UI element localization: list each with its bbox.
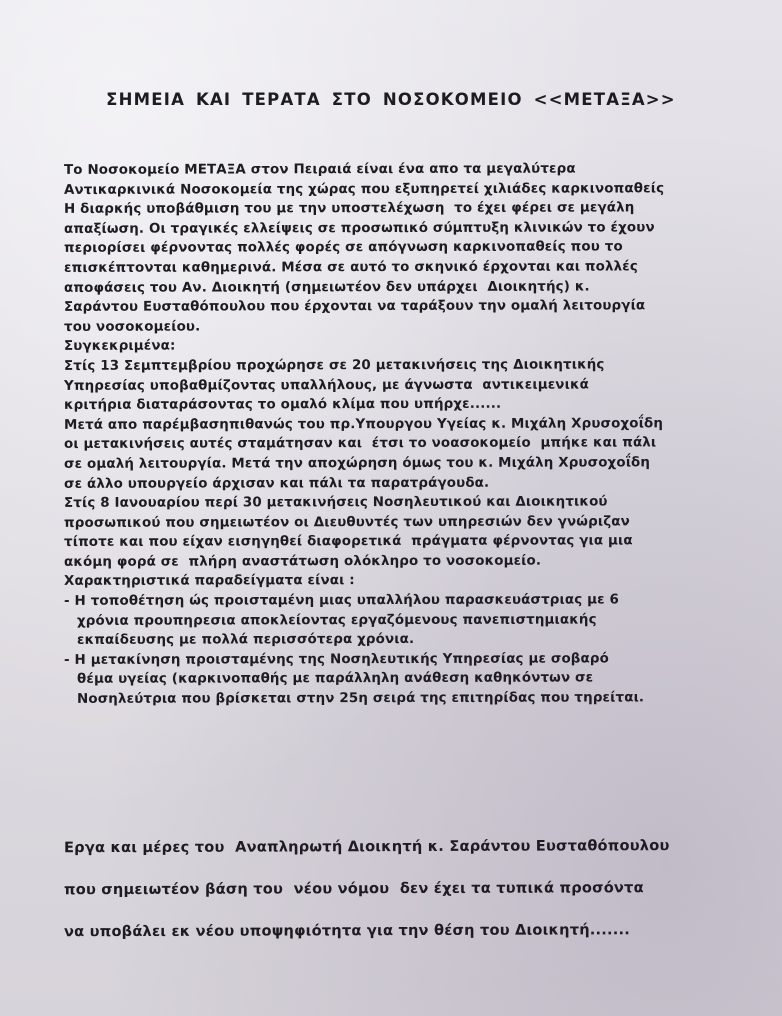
body-line: τίποτε και που είχαν εισηγηθεί διαφορετικά πράγματα φέρνοντας για μια <box>64 533 633 551</box>
body-line: κριτήρια διαταράσοντας το ομαλό κλίμα που υπήρχε...... <box>64 396 502 414</box>
body-line: Μετά απο παρέμβασηπιθανώς του πρ.Υπουργου Υγείας κ. Μιχάλη Χρυσοχοΐδη <box>64 416 664 433</box>
body-line: σε άλλο υπουργείο άρχισαν και πάλι τα παρατράγουδα. <box>64 475 490 492</box>
body-line: οι μετακινήσεις αυτές σταμάτησαν και έτσι το νοασοκομείο μπήκε και πάλι <box>64 435 657 453</box>
body-line: απαξίωση. Οι τραγικές ελλείψεις σε προσωπικό σύμπτυξη κλινικών το έχουν <box>64 220 655 237</box>
section-heading: Συγκεκριμένα: <box>64 338 176 355</box>
body-line: Το Νοσοκομείο ΜΕΤΑΞΑ στον Πειραιά είναι ένα απο τα μεγαλύτερα <box>64 161 576 178</box>
list-item: - Η μετακίνηση προισταμένης της Νοσηλευτικής Υπηρεσίας με σοβαρό <box>64 651 609 668</box>
body-line: προσωπικού που σημειωτέον οι Διευθυντές των υπηρεσιών δεν γνώριζαν <box>64 514 630 531</box>
body-line: σε ομαλή λειτουργία. Μετά την αποχώρηση όμως του κ. Μιχάλη Χρυσοχοΐδη <box>64 455 651 472</box>
closing-line: Εργα και μέρες του Αναπληρωτή Διοικητή κ. Σαράντου Ευσταθόπουλου <box>64 837 670 857</box>
list-item: - Η τοποθέτηση ώς προισταμένη μιας υπαλλήλου παρασκευάστριας με 6 <box>64 592 619 609</box>
list-item-continuation: θέμα υγείας (καρκινοπαθής με παράλληλη ανάθεση καθηκόντων σε <box>77 670 594 688</box>
body-line: του νοσοκομείου. <box>64 319 201 335</box>
body-line: Αντικαρκινικά Νοσοκομεία της χώρας που εξυπηρετεί χιλιάδες καρκινοπαθείς <box>64 180 665 198</box>
closing-paragraph <box>64 825 764 953</box>
body-line: αποφάσεις του Αν. Διοικητή (σημειωτέον δεν υπάρχει Διοικητής) κ. <box>64 279 590 296</box>
document-body <box>64 159 744 709</box>
body-line: Στίς 13 Σεμπτεμβρίου προχώρησε σε 20 μετακινήσεις της Διοικητικής <box>64 357 605 374</box>
body-line: περιορίσει φέρνοντας πολλές φορές σε απόγνωση καρκινοπαθείς που το <box>64 239 623 257</box>
section-heading: Χαρακτηριστικά παραδείγματα είναι : <box>64 573 355 590</box>
closing-line: να υποβάλει εκ νέου υποψηφιότητα για την θέση του Διοικητή....... <box>64 921 631 941</box>
list-item-continuation: εκπαίδευσης με πολλά περισσότερα χρόνια. <box>77 632 415 649</box>
list-item-continuation: χρόνια προυπηρεσια αποκλείοντας εργαζόμενους πανεπιστημιακής <box>77 612 597 629</box>
body-line: ακόμη φορά σε πλήρη αναστάτωση ολόκληρο το νοσοκομείο. <box>64 553 542 570</box>
list-item-continuation: Νοσηλεύτρια που βρίσκεται στην 25η σειρά της επιτηρίδας που τηρείται. <box>77 690 645 707</box>
body-line: Σαράντου Ευσταθόπουλου που έρχονται να ταράξουν την ομαλή λειτουργία <box>64 298 646 316</box>
body-line: επισκέπτονται καθημερινά. Μέσα σε αυτό το σκηνικό έρχονται και πολλές <box>64 259 638 276</box>
body-line: Η διαρκής υποβάθμιση του με την υποστελέχωση το έχει φέρει σε μεγάλη <box>64 200 635 218</box>
closing-line: που σημειωτέον βάση του νέου νόμου δεν έχει τα τυπικά προσόντα <box>64 879 644 899</box>
document-title: ΣΗΜΕΙΑ ΚΑΙ ΤΕΡΑΤΑ ΣΤΟ ΝΟΣΟΚΟΜΕΙΟ <<ΜΕΤΑΞΑ>> <box>106 90 676 109</box>
body-line: Υπηρεσίας υποβαθμίζοντας υπαλλήλους, με άγνωστα αντικειμενικά <box>64 377 589 394</box>
body-line: Στίς 8 Ιανουαρίου περί 30 μετακινήσεις Νοσηλευτικού και Διοικητικού <box>64 494 608 511</box>
